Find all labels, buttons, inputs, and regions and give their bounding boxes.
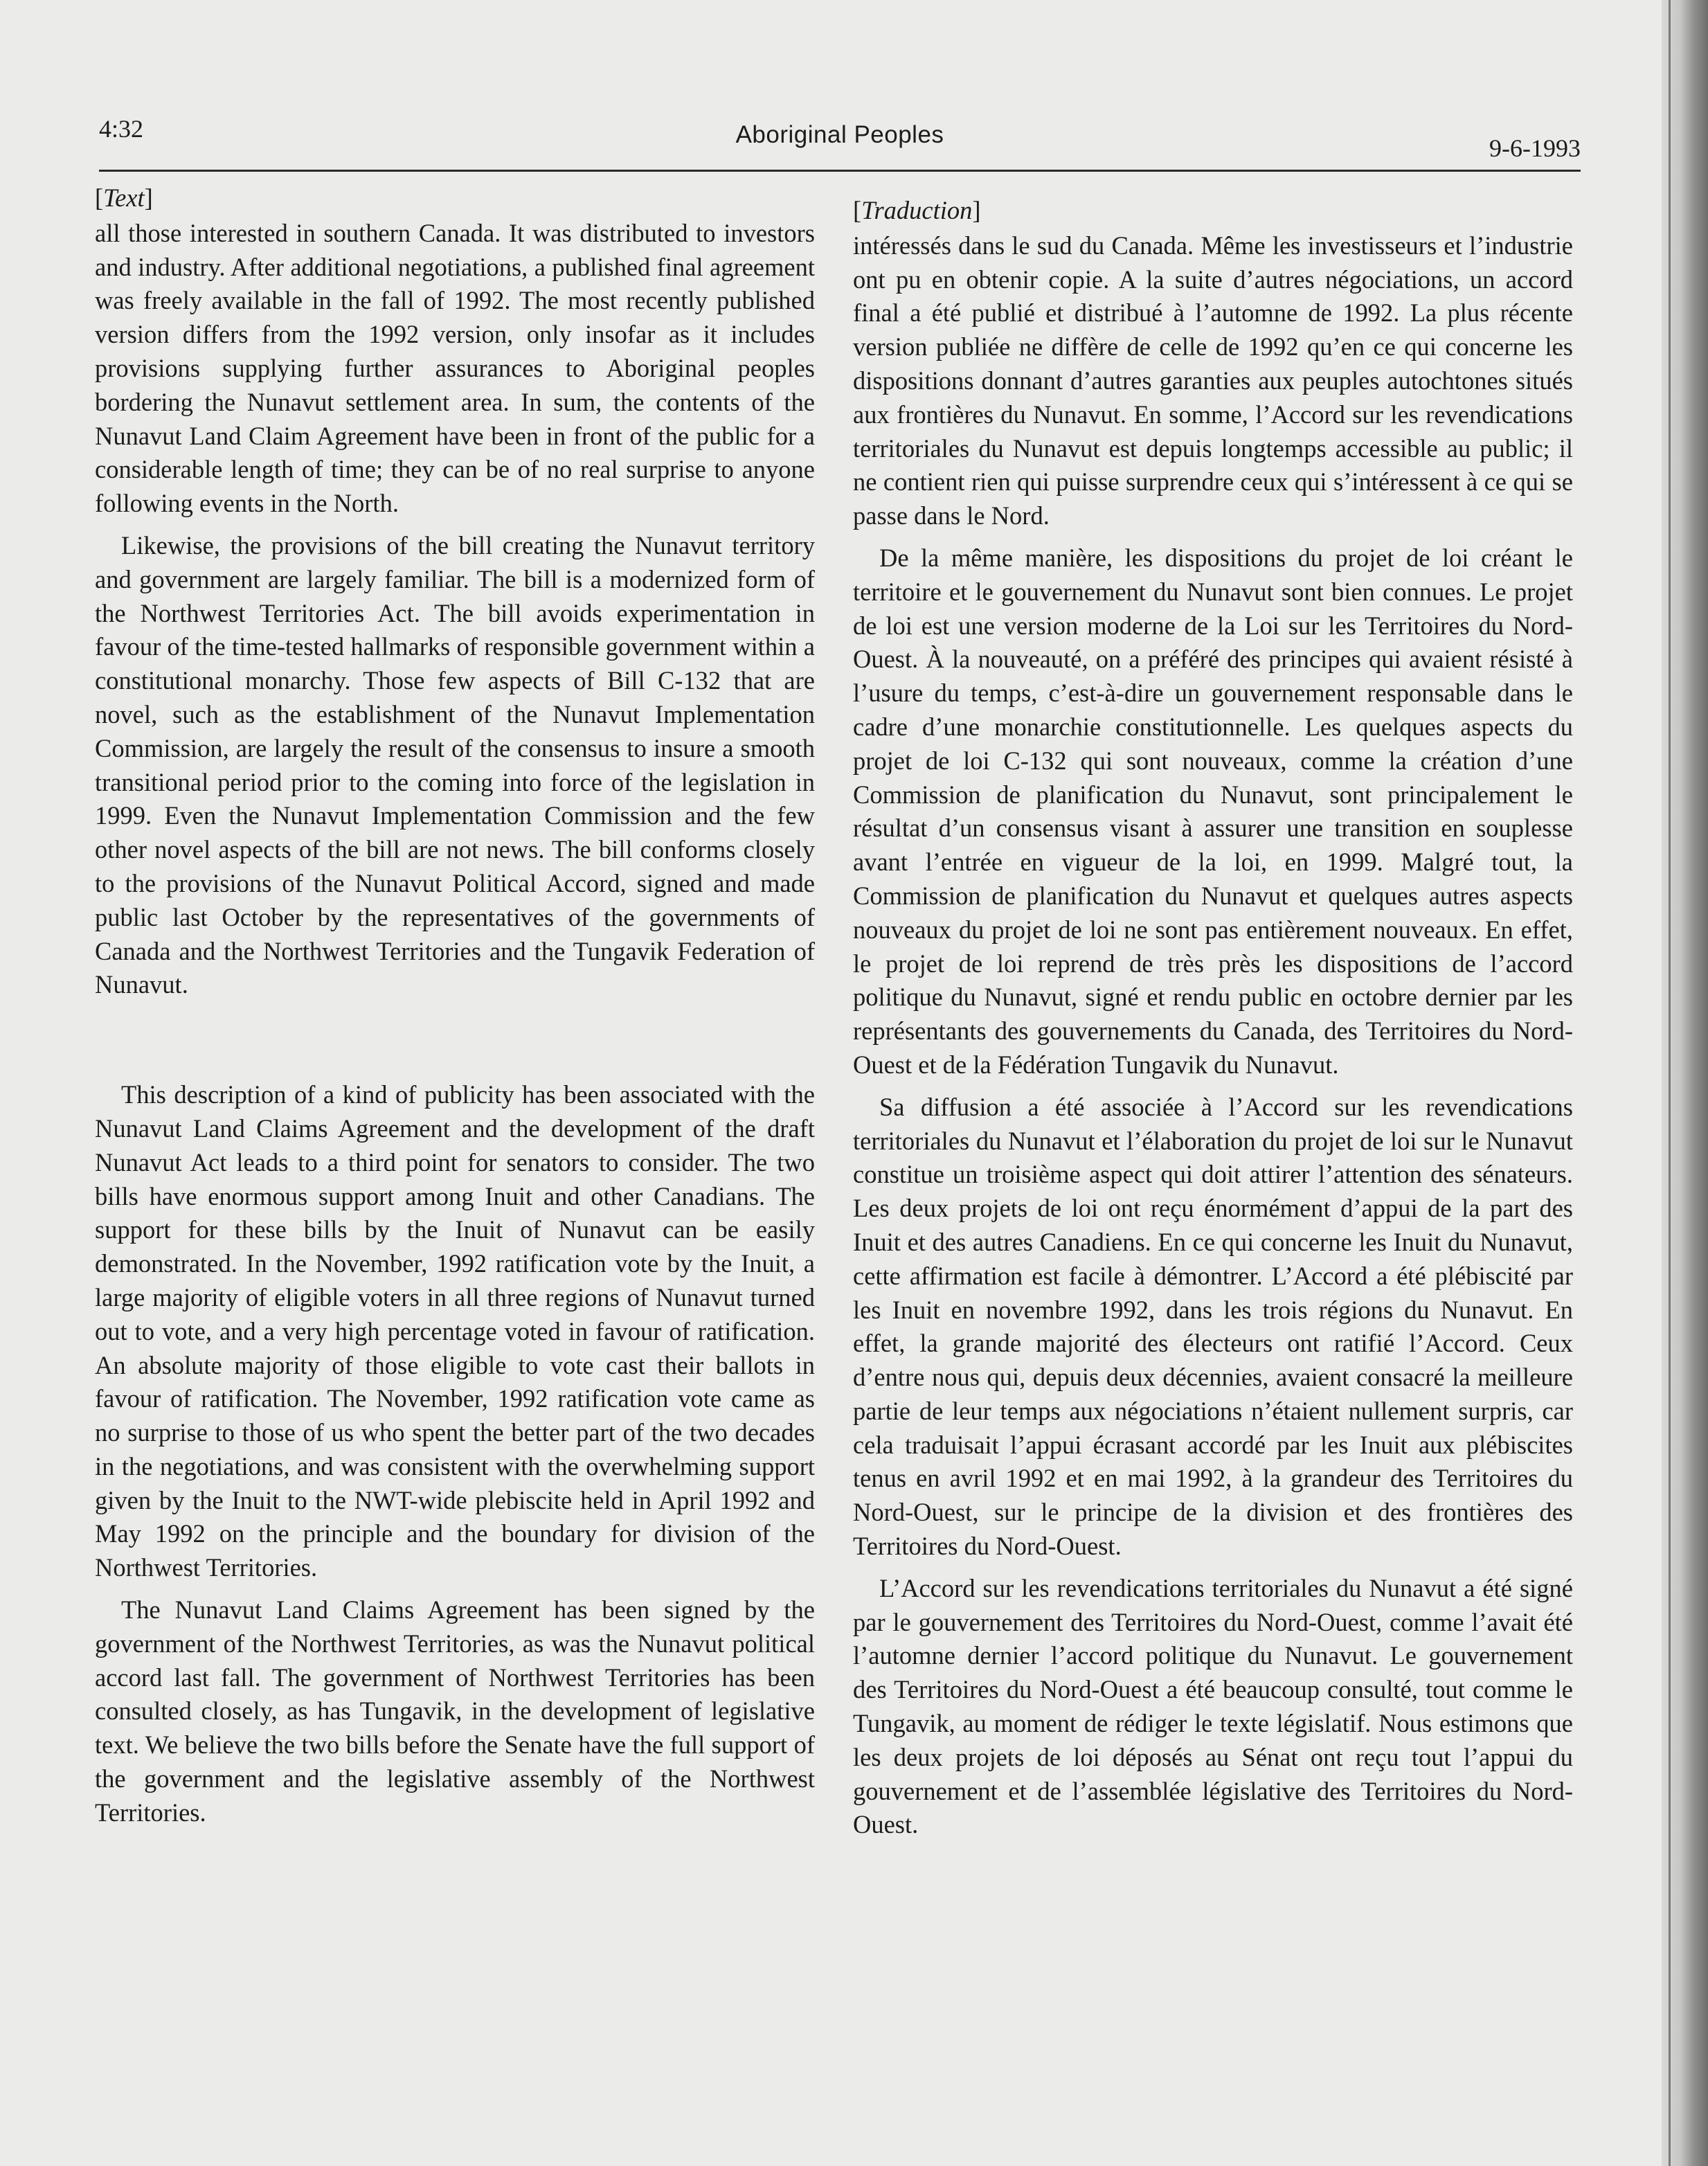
french-column (853, 194, 1573, 1850)
page-header (99, 104, 1581, 173)
french-paragraph-2: De la même manière, les dispositions du projet de loi créant le territoire et le gouvernement du Nunavut sont bien connues. Le projet de loi est une version moderne de la Loi sur les Territoires du Nord-Ouest. À la nouveauté, on a préféré des principes qui avaient résisté à l’usure du temps, c’est-à-dire un gouvernement responsable dans le cadre d’une monarchie constitutionnelle. Les quelques aspects du projet de loi C-132 qui sont nouveaux, comme la création d’une Commission de planification du Nunavut, sont principalement le résultat d’un consensus visant à assurer une transition en souplesse avant l’entrée en vigueur de la loi, en 1999. Malgré tout, la Commission de planification du Nunavut et quelques autres aspects nouveaux du projet de loi ne sont pas entièrement nouveaux. En effet, le projet de loi reprend de très près les dispositions de l’accord politique du Nunavut, signé et rendu public en octobre dernier par les représentants des gouvernements du Canada, des Territoires du Nord-Ouest et de la Fédération Tungavik du Nunavut. (853, 543, 1573, 1079)
page-number: 4:32 (99, 115, 144, 143)
english-paragraph-3: This description of a kind of publicity has been associated with the Nunavut Land Claims Agreement and the development of the draft Nunavut Act leads to a third point for senators to consider. The two bills have enormous support among Inuit and other Canadians. The support for these bills by the Inuit of Nunavut can be easily demonstrated. In the November, 1992 ratification vote by the Inuit, a large majority of eligible voters in all three regions of Nunavut turned out to vote, and a very high percentage voted in favour of ratification. An absolute majority of those eligible to vote cast their ballots in favour of ratification. The November, 1992 ratification vote came as no surprise to those of us who spent the better part of the two decades in the negotiations, and was consistent with the overwhelming support given by the Inuit to the NWT-wide plebiscite held in April 1992 and May 1992 on the principle and the boundary for division of the Northwest Territories. (95, 1080, 815, 1582)
traduction-label: [Traduction] (853, 196, 981, 224)
english-paragraph-1: all those interested in southern Canada. It was distributed to investors and industry. After additional negotiations, a published final agreement was freely available in the fall of 1992. The most recently published version differs from the 1992 version, only insofar as it includes provisions supplying further assurances to Aboriginal peoples bordering the Nunavut settlement area. In sum, the contents of the Nunavut Land Claim Agreement have been in front of the public for a considerable length of time; they can be of no real surprise to anyone following events in the North. (95, 218, 815, 518)
french-paragraph-4: L’Accord sur les revendications territoriales du Nunavut a été signé par le gouvernement des Territoires du Nord-Ouest, comme l’avait été l’automne dernier l’accord politique du Nunavut. Le gouvernement des Territoires du Nord-Ouest a été beaucoup consulté, tout comme le Tungavik, au moment de rédiger le texte législatif. Nous estimons que les deux projets de loi déposés au Sénat ont reçu tout l’appui du gouvernement et de l’assemblée législative des Territoires du Nord-Ouest. (853, 1573, 1573, 1839)
header-rule (99, 170, 1581, 172)
english-column (95, 181, 815, 1838)
french-paragraph-1: intéressés dans le sud du Canada. Même les investisseurs et l’industrie ont pu en obtenir copie. A la suite d’autres négociations, un accord final a été publié et distribué à l’automne de 1992. La plus récente version publiée ne diffère de celle de 1992 qu’en ce qui concerne les dispositions donnant d’autres garanties aux peuples autochtones situés aux frontières du Nunavut. En somme, l’Accord sur les revendications territoriales du Nunavut est depuis longtemps accessible au public; il ne contient rien qui puisse surprendre ceux qui s’intéressent à ce qui se passe dans le Nord. (853, 231, 1573, 530)
header-date: 9-6-1993 (1489, 134, 1581, 162)
column-spacer (95, 1010, 815, 1078)
text-label: [Text] (95, 184, 153, 212)
english-paragraph-4: The Nunavut Land Claims Agreement has been signed by the government of the Northwest Territories, as was the Nunavut political accord last fall. The government of Northwest Territories has been consulted closely, as has Tungavik, in the development of legislative text. We believe the two bills before the Senate have the full support of the government and the legislative assembly of the Northwest Territories. (95, 1595, 815, 1827)
french-paragraph-3: Sa diffusion a été associée à l’Accord sur les revendications territoriales du Nunavut et l’élaboration du projet de loi sur le Nunavut constitue un troisième aspect qui doit attirer l’attention des sénateurs. Les deux projets de loi ont reçu énormément d’appui de la part des Inuit et des autres Canadiens. En ce qui concerne les Inuit du Nunavut, cette affirmation est facile à démontrer. L’Accord a été plébiscité par les Inuit en novembre 1992, dans les trois régions du Nunavut. En effet, la grande majorité des électeurs ont ratifié l’Accord. Ceux d’entre nous qui, depuis deux décennies, avaient consacré la meilleure partie de leur temps aux négociations n’étaient nullement surpris, car cela traduisait l’appui écrasant accordé par les Inuit aux plébiscites tenus en avril 1992 et en mai 1992, à la grandeur des Territoires du Nord-Ouest, sur le principe de la division et des frontières des Territoires du Nord-Ouest. (853, 1092, 1573, 1561)
english-paragraph-2: Likewise, the provisions of the bill creating the Nunavut territory and government are largely familiar. The bill is a modernized form of the Northwest Territories Act. The bill avoids experimentation in favour of the time-tested hallmarks of responsible government within a constitutional monarchy. Those few aspects of Bill C-132 that are novel, such as the establishment of the Nunavut Implementation Commission, are largely the result of the consensus to insure a smooth transitional period prior to the coming into force of the legislation in 1999. Even the Nunavut Implementation Commission and the few other novel aspects of the bill are not news. The bill conforms closely to the provisions of the Nunavut Political Accord, signed and made public last October by the representatives of the governments of Canada and the Northwest Territories and the Tungavik Federation of Nunavut. (95, 530, 815, 999)
binding-fold-line (1669, 0, 1671, 2166)
running-title: Aboriginal Peoples (735, 121, 944, 148)
